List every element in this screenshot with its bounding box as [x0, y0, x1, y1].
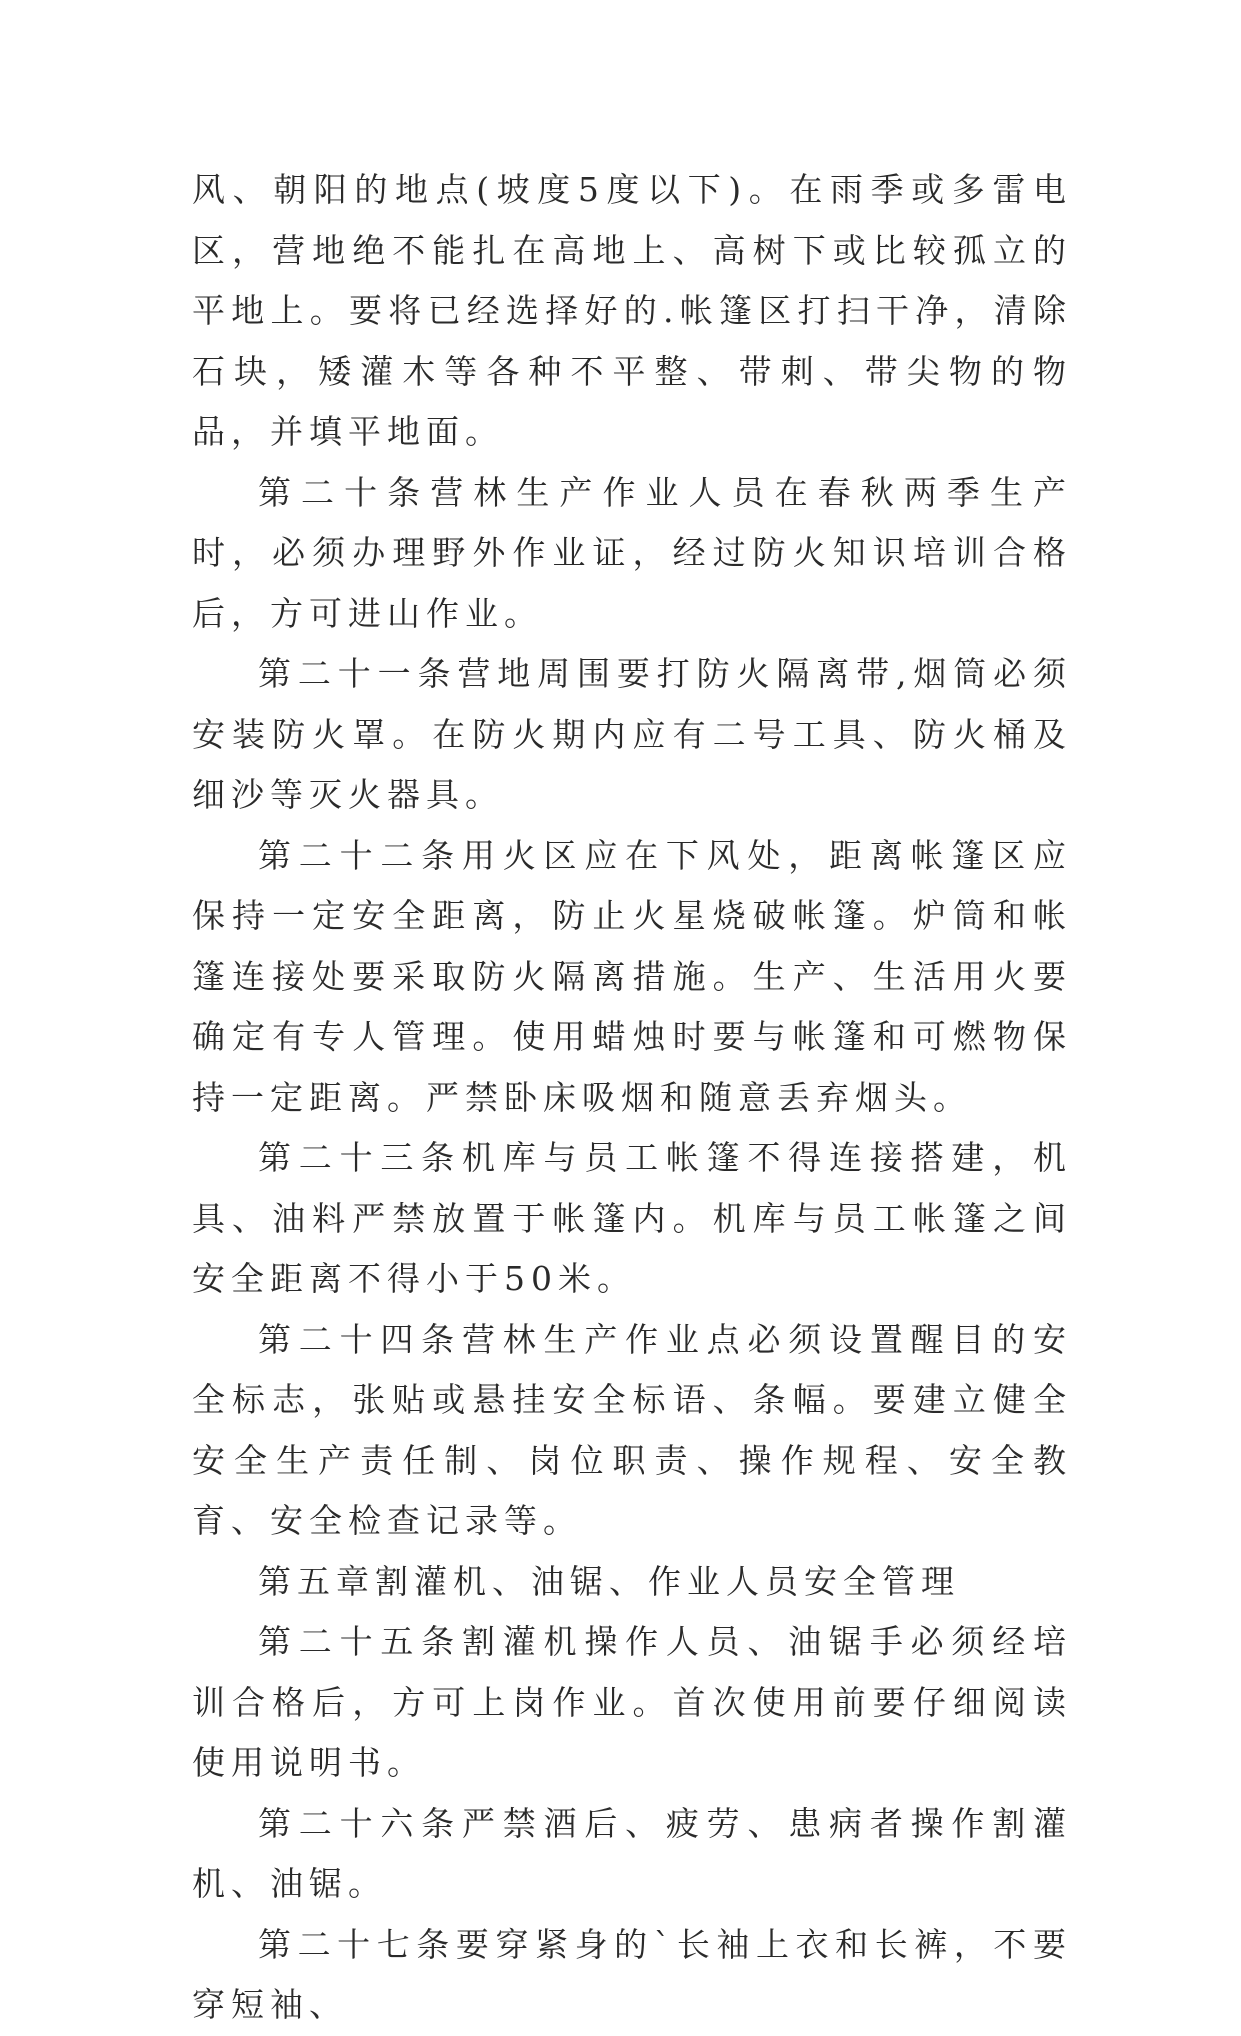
paragraph-article-21: 第二十一条营地周围要打防火隔离带,烟筒必须安装防火罩。在防火期内应有二号工具、防火桶及细沙等灭火器具。: [192, 654, 1072, 814]
paragraph-article-25: 第二十五条割灌机操作人员、油锯手必须经培训合格后，方可上岗作业。首次使用前要仔细阅读使用说明书。: [192, 1622, 1072, 1782]
paragraph-article-22: 第二十二条用火区应在下风处，距离帐篷区应保持一定安全距离，防止火星烧破帐篷。炉筒和帐篷连接处要采取防火隔离措施。生产、生活用火要确定有专人管理。使用蜡烛时要与帐篷和可燃物保持一定距离。严禁卧床吸烟和随意丢弃烟头。: [192, 835, 1072, 1117]
paragraph-article-20: 第二十条营林生产作业人员在春秋两季生产时，必须办理野外作业证，经过防火知识培训合格后，方可进山作业。: [192, 472, 1072, 633]
paragraph-article-26: 第二十六条严禁酒后、疲劳、患病者操作割灌机、油锯。: [192, 1803, 1072, 1903]
document-body: [192, 160, 1072, 2036]
chapter-5-heading: 第五章割灌机、油锯、作业人员安全管理: [258, 1561, 960, 1601]
paragraph-article-24: 第二十四条营林生产作业点必须设置醒目的安全标志，张贴或悬挂安全标语、条幅。要建立健全安全生产责任制、岗位职责、操作规程、安全教育、安全检查记录等。: [192, 1319, 1072, 1540]
paragraph-campsite-selection: 风、朝阳的地点(坡度5度以下)。在雨季或多雷电区，营地绝不能扎在高地上、高树下或比较孤立的平地上。要将已经选择好的.帐篷区打扫干净，清除石块，矮灌木等各种不平整、带刺、带尖物的物品，并填平地面。: [192, 170, 1072, 451]
paragraph-article-23: 第二十三条机库与员工帐篷不得连接搭建，机具、油料严禁放置于帐篷内。机库与员工帐篷之间安全距离不得小于50米。: [192, 1138, 1072, 1298]
paragraph-article-27: 第二十七条要穿紧身的`长袖上衣和长裤，不要穿短袖、: [192, 1924, 1072, 2024]
